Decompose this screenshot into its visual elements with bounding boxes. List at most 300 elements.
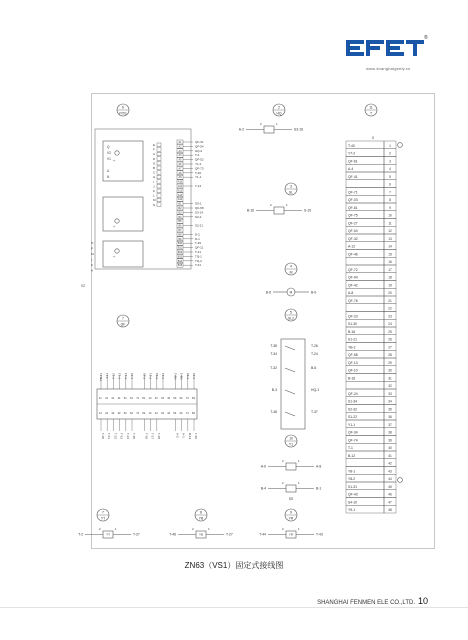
pos-terminal-id-24: B11	[177, 246, 183, 250]
terminal-number-42: 42	[388, 461, 392, 466]
terminal-label-40: T-1	[348, 446, 353, 450]
yt-right-label: T-27	[133, 532, 140, 537]
aux-0-tl: T-38	[270, 344, 277, 348]
yr-right-label: T-43	[316, 532, 323, 537]
pos-terminal-label-24: QF-11	[195, 245, 204, 250]
ql-bottom-label-13: A-3	[181, 433, 186, 438]
ql-contact-bottom-15: 84	[192, 412, 195, 415]
sl-pin-a: 2	[270, 203, 272, 207]
terminal-number-1: 1	[389, 143, 391, 148]
terminal-label-1: T-40	[348, 143, 355, 148]
hq-left-label: A-2	[238, 127, 244, 132]
pos-terminal-label-27: TQ-2	[195, 258, 202, 263]
yt-left-label: T-2	[78, 532, 83, 537]
ql-top-label-14: T-35	[185, 373, 190, 380]
terminal-number-19: 19	[388, 283, 392, 288]
aux-3-contact	[285, 412, 295, 416]
pos-mid-cell-4	[157, 161, 161, 165]
pos-mid-letter-1: F	[153, 147, 155, 152]
pos-terminal-label-10: T-14	[195, 184, 202, 188]
terminal-number-35: 35	[388, 407, 392, 412]
terminal-label-34: S1-34	[348, 399, 358, 404]
ground-icon-lower	[398, 478, 403, 483]
terminal-label-35: S2-32	[348, 407, 358, 412]
yt-code: YT	[106, 532, 110, 537]
pos-mid-cell-0	[157, 143, 161, 147]
ql-contact-top-11: 43	[167, 397, 171, 400]
yr-pin-a: 2	[282, 527, 284, 531]
terminal-number-26: 26	[388, 337, 392, 342]
hq-pin-b: 1	[276, 122, 278, 126]
aux-0-tr: T-26	[311, 344, 318, 348]
ql-bottom-label-1: T-31	[107, 433, 112, 440]
efet-logo	[344, 34, 428, 62]
ss-label: SS	[288, 497, 294, 501]
ql-bottom-label-8: T-37	[150, 433, 155, 440]
terminal-number-20: 20	[388, 291, 392, 295]
pos-mid-letter-8: I	[153, 179, 154, 184]
ql-contact-bottom-1: 22	[105, 412, 109, 415]
terminal-number-15: 15	[388, 252, 392, 257]
pos-terminal-label-0: QF-31	[195, 140, 204, 144]
ql-bottom-label-0: T-30	[101, 433, 105, 440]
terminal-number-2: 2	[389, 151, 391, 156]
terminal-label-7: QF-71	[348, 190, 358, 195]
terminal-number-14: 14	[388, 244, 392, 249]
aux-1-contact	[285, 368, 295, 372]
aux-0-bl: T-34	[270, 352, 277, 356]
pos-terminal-label-2: HQ-2	[195, 148, 203, 153]
sl-body	[274, 207, 284, 214]
label: +	[113, 159, 116, 163]
aux-2-tl: B-3	[271, 388, 277, 392]
pos-terminal-label-21: D-2	[195, 232, 200, 237]
aux-left-letter-3: L	[91, 257, 93, 262]
ql-bottom-label-14: B-12	[187, 433, 192, 440]
terminal-number-47: 47	[388, 500, 392, 505]
pos-mid-cell-13	[157, 203, 161, 207]
hq-right-label: S3-16	[294, 127, 304, 132]
terminal-label-10: QF-75	[348, 213, 358, 218]
ql-top-label-15: T-36	[192, 373, 196, 380]
ql-top-label-8: T-21	[148, 373, 153, 380]
pos-mid-cell-12	[157, 198, 161, 202]
ql-contact-bottom-9: 24	[154, 412, 158, 415]
pos-terminal-id-26: B13	[177, 255, 183, 259]
pos-terminal-id-25: B12	[177, 251, 183, 254]
terminal-number-23: 23	[388, 314, 392, 319]
ql-top-label-3: T-13	[117, 373, 122, 380]
terminal-label-4: A-4	[348, 167, 354, 171]
terminal-label-31: B-16	[348, 376, 356, 381]
pos-mid-cell-11	[157, 194, 161, 198]
terminal-number-6: 6	[389, 182, 391, 187]
pos-terminal-label-14: SS-1	[195, 201, 202, 206]
website-url: www.shanghaigeely.cn	[366, 66, 411, 71]
terminal-label-5: QF-41	[348, 174, 358, 179]
y1-right-label: A-8	[316, 464, 322, 469]
ql-bottom-label-3: T-33	[119, 433, 124, 440]
terminal-label-12: QF-04	[348, 229, 358, 233]
ql-top-label-4: T-14	[123, 373, 128, 380]
terminal-label-45: S1-31	[348, 484, 358, 489]
terminal-number-5: 5	[389, 174, 391, 179]
sl2-badge-code: SL2	[287, 316, 295, 321]
terminal-label-24: S1-30	[348, 322, 358, 326]
terminal-label-18: QF-04	[348, 275, 358, 280]
t-badge-number: 11	[369, 105, 373, 110]
terminal-number-41: 41	[388, 453, 392, 458]
terminal-number-4: 4	[389, 167, 391, 171]
pos-terminal-label-17: S2-2	[195, 214, 202, 219]
terminal-number-34: 34	[388, 399, 392, 404]
pos-terminal-label-23: T-25	[195, 241, 202, 246]
terminal-label-19: QF-42	[348, 283, 358, 288]
pos-mid-letter-12: M	[153, 198, 156, 203]
terminal-label-14: A-12	[348, 244, 356, 249]
motor-right-label: B-9	[311, 290, 317, 295]
pos-mid-letter-7: H	[153, 175, 156, 180]
terminal-header: X	[371, 136, 375, 140]
aux-2-contact	[285, 390, 295, 394]
sl2-badge-number: 5	[290, 310, 292, 315]
pos-terminal-label-19: S2-21	[195, 223, 204, 228]
terminal-label-44: Y8-2	[348, 477, 356, 481]
yr-pin-b: 1	[298, 527, 300, 531]
pos-terminal-id-17: B4	[178, 215, 182, 219]
terminal-number-27: 27	[388, 345, 392, 350]
pos-terminal-id-9: A10	[177, 180, 183, 184]
ql-contact-bottom-14: 74	[185, 412, 189, 415]
pos-terminal-id-1: A2	[178, 145, 182, 149]
ql-contact-bottom-0: 12	[99, 412, 102, 415]
terminal-number-21: 21	[388, 298, 392, 303]
ql-top-label-13: YB-3	[179, 373, 184, 380]
ql-top-label-9: T-22	[154, 373, 159, 380]
terminal-label-3: QF-61	[348, 159, 358, 164]
ql-contact-bottom-12: 54	[173, 412, 177, 415]
pos-terminal-label-7: T-36	[195, 170, 202, 175]
y1-body	[286, 463, 296, 470]
ql-bottom-label-15: T-40	[194, 433, 198, 440]
pos-pin-1: V2	[107, 151, 111, 155]
terminal-label-41: B-12	[348, 453, 356, 458]
terminal-cell-16	[346, 257, 384, 265]
t-badge-code: T	[369, 111, 373, 116]
terminal-number-17: 17	[388, 267, 392, 272]
yr-code: YR	[288, 532, 294, 537]
ql-contact-bottom-11: 44	[167, 412, 171, 415]
terminal-label-25: B-16	[348, 329, 356, 334]
pos-mid-letter-6: C	[153, 170, 156, 175]
pos-terminal-id-0: A1	[178, 141, 182, 144]
ql-badge-number: 7	[122, 316, 124, 321]
pos-terminal-id-2: A3	[178, 149, 182, 153]
pos-pin-4: U	[107, 169, 110, 173]
label: +	[113, 225, 116, 229]
terminal-label-37: Y1-1	[348, 422, 356, 427]
terminal-label-2: Y7-2	[348, 151, 356, 156]
pos-terminal-label-22: D-1	[195, 236, 200, 241]
pos-terminal-label-1: QF-54	[195, 144, 204, 149]
v2-label: V2	[81, 284, 85, 288]
pos-terminal-id-3: A4	[178, 154, 182, 158]
ql-bottom-label-9: T-38	[156, 433, 161, 440]
terminal-number-32: 32	[388, 384, 392, 388]
terminal-label-8: QF-03	[348, 198, 358, 202]
terminal-label-39: QF-74	[348, 438, 358, 443]
ql-badge-code: QF	[120, 322, 126, 327]
terminal-label-33: QF-24	[348, 391, 358, 396]
ql-contact-top-13: 63	[179, 397, 183, 400]
ql-contact-bottom-3: 42	[117, 412, 121, 415]
y1-pin-b: 1	[298, 459, 300, 463]
sl-badge-code: SL	[288, 190, 294, 195]
pos-terminal-id-12: A13	[177, 193, 183, 197]
pos-terminal-label-5: Y1-2	[195, 162, 202, 166]
ql-contact-top-4: 51	[123, 397, 127, 400]
pos-terminal-label-16: S3-14	[195, 210, 204, 215]
pos-terminal-id-11: A12	[177, 189, 183, 193]
terminal-label-28: QF-58	[348, 353, 358, 357]
terminal-number-37: 37	[388, 422, 392, 427]
terminal-label-29: QF-13	[348, 360, 358, 365]
pos-terminal-label-26: TQ-1	[195, 254, 202, 259]
ql-contact-bottom-4: 52	[123, 412, 127, 415]
pos-terminal-id-28: B15	[177, 264, 183, 268]
ss-pin-b: 1	[298, 481, 300, 485]
footer	[317, 596, 428, 606]
pos-coil-c	[115, 249, 119, 253]
pos-mid-letter-13: N	[153, 202, 156, 207]
ql-contact-bottom-2: 32	[111, 412, 115, 415]
terminal-label-17: QF-72	[348, 267, 358, 272]
sl-badge-number: 3	[290, 184, 292, 189]
terminal-number-7: 7	[389, 190, 391, 195]
ss-body	[286, 485, 296, 492]
terminal-number-12: 12	[388, 229, 392, 233]
terminal-cell-32	[346, 381, 384, 389]
pos-terminal-id-20: B7	[178, 229, 182, 232]
ql-bottom-label-12: A-2	[175, 433, 180, 438]
terminal-cell-22	[346, 304, 384, 312]
sl-left-label: B-16	[246, 208, 254, 213]
pos-terminal-id-10: A11	[177, 185, 183, 188]
terminal-label-48: Y9-1	[348, 508, 356, 512]
terminal-number-22: 22	[388, 306, 392, 311]
pos-badge-code: POS	[119, 111, 127, 116]
aux-3-tr: T-37	[311, 410, 318, 414]
terminal-number-16: 16	[388, 260, 392, 264]
yb-badge-code: YB	[198, 516, 204, 521]
m-badge-number: 4	[290, 264, 292, 269]
terminal-number-43: 43	[388, 469, 392, 474]
ql-top-label-10: T-23	[161, 373, 165, 380]
ss-right-label: B-1	[316, 486, 322, 491]
y1-badge-code: Y1	[288, 442, 294, 447]
pos-terminal-id-4: A5	[178, 158, 182, 162]
aux-1-tl: T-32	[270, 366, 277, 370]
ql-contact-top-1: 21	[105, 397, 109, 400]
terminal-label-43: Y8-1	[348, 469, 356, 474]
pos-badge-number: 6	[122, 105, 124, 110]
pos-pin-0: Q	[107, 145, 110, 149]
terminal-label-26: S1-21	[348, 337, 358, 342]
terminal-label-11: QF-27	[348, 221, 358, 226]
pos-terminal-label-6: QF-73	[195, 166, 204, 171]
terminal-number-18: 18	[388, 275, 392, 280]
ql-contact-top-3: 41	[117, 397, 121, 400]
ss-left-label: B-4	[260, 486, 266, 491]
terminal-label-23: QF-23	[348, 314, 358, 319]
pos-terminal-label-15: QF-68	[195, 206, 204, 210]
terminal-number-44: 44	[388, 477, 392, 481]
yr-badge-number: 9	[290, 510, 292, 515]
terminal-label-27: YB-2	[348, 345, 356, 350]
ql-top-label-7: T-20	[142, 373, 147, 380]
pos-mid-letter-11: L	[153, 193, 155, 198]
aux-0-br: T-24	[311, 352, 318, 356]
terminal-number-40: 40	[388, 446, 392, 450]
terminal-label-38: QF-34	[348, 430, 358, 435]
pos-terminal-id-18: B5	[178, 220, 182, 224]
pos-coil-b	[115, 219, 119, 223]
motor-letter: M	[289, 290, 293, 295]
pos-terminal-id-19: B6	[178, 224, 182, 228]
pos-mid-cell-6	[157, 171, 161, 175]
pos-mid-letter-9: J	[153, 184, 155, 189]
pos-terminal-id-27: B14	[177, 259, 183, 263]
pos-mid-cell-3	[157, 157, 161, 161]
yr-badge-code: YR	[288, 516, 294, 521]
pos-pin-5: N	[107, 175, 110, 179]
hq-pin-a: 2	[260, 122, 262, 126]
terminal-number-45: 45	[388, 484, 392, 489]
terminal-number-13: 13	[388, 236, 392, 241]
company-name: SHANGHAI FENMEN ELE CO.,LTD.	[317, 600, 415, 606]
pos-mid-cell-2	[157, 152, 161, 156]
pos-mid-cell-1	[157, 148, 161, 152]
pos-mid-letter-2: A	[153, 152, 156, 157]
ql-contact-top-9: 23	[154, 397, 158, 400]
terminal-number-24: 24	[388, 322, 392, 326]
terminal-number-30: 30	[388, 368, 392, 373]
pos-terminal-label-8: Y1-1	[195, 175, 202, 180]
pos-terminal-id-14: B1	[178, 202, 182, 206]
registered-mark: ®	[424, 35, 428, 41]
yb-pin-a: 2	[192, 527, 194, 531]
pos-terminal-id-6: A7	[178, 167, 182, 171]
terminal-number-38: 38	[388, 430, 392, 435]
terminal-number-25: 25	[388, 329, 392, 334]
ql-top-label-12: YB-2	[173, 373, 178, 380]
pos-terminal-label-4: QF-52	[195, 157, 204, 162]
ql-top-label-2: T-12	[111, 373, 116, 380]
pos-inner-bottom	[103, 241, 143, 267]
ql-contact-top-14: 73	[185, 397, 189, 400]
ql-contact-top-12: 53	[173, 397, 177, 400]
ql-contact-top-10: 33	[161, 397, 164, 400]
ql-bottom-label-4: T-34	[125, 433, 130, 440]
pos-terminal-id-22: B9	[178, 237, 182, 241]
pos-terminal-label-3: T-4	[195, 153, 200, 158]
aux-0-contact	[285, 346, 295, 350]
y1-left-label: A-6	[260, 464, 266, 469]
terminal-number-29: 29	[388, 360, 392, 365]
pos-terminal-id-13: A14	[177, 198, 183, 202]
diagram-caption: ZN63（VS1）固定式接线图	[184, 561, 284, 570]
y1-pin-a: 2	[282, 459, 284, 463]
pos-mid-letter-4: G	[153, 161, 156, 166]
terminal-label-46: QF-43	[348, 492, 358, 497]
ql-top-label-0: YB-11	[99, 373, 103, 382]
pos-mid-cell-7	[157, 175, 161, 179]
hq-badge-code: HQ	[276, 111, 282, 116]
terminal-label-47: S4-10	[348, 500, 358, 505]
pos-terminal-id-23: B10	[177, 242, 183, 246]
aux-left-letter-4: K	[91, 263, 94, 267]
terminal-label-13: QF-32	[348, 236, 358, 241]
pos-mid-letter-3: D	[153, 156, 156, 161]
yt-pin-a: 2	[99, 527, 101, 531]
terminal-label-36: S1-22	[348, 415, 358, 419]
pos-mid-letter-0: E	[153, 143, 156, 147]
yb-badge-number: 8	[200, 510, 202, 515]
pos-mid-cell-10	[157, 189, 161, 193]
terminal-number-48: 48	[388, 508, 392, 512]
ql-bottom-label-7: T-36	[144, 433, 149, 440]
sl-pin-b: 1	[286, 203, 288, 207]
ql-contact-top-8: 13	[148, 397, 152, 400]
ql-contact-bottom-13: 64	[179, 412, 183, 415]
page-number: 10	[417, 596, 428, 606]
terminal-number-28: 28	[388, 353, 392, 357]
ss-pin-a: 2	[282, 481, 284, 485]
ground-icon	[398, 143, 403, 148]
wiring-diagram	[78, 93, 435, 549]
ql-top-label-1: T-11	[105, 373, 110, 379]
motor-left-label: B-6	[265, 290, 271, 295]
sl-right-label: S-10	[304, 208, 312, 213]
terminal-number-33: 33	[388, 391, 392, 396]
pos-mid-letter-5: B	[153, 166, 156, 170]
pos-mid-letter-10: K	[153, 189, 156, 193]
yt-badge-code: YT	[100, 516, 106, 521]
pos-terminal-id-8: A9	[178, 176, 182, 180]
terminal-number-46: 46	[388, 492, 392, 497]
pos-inner-mid	[103, 197, 143, 231]
ql-contact-bottom-8: 14	[148, 412, 152, 415]
yb-pin-b: 1	[208, 527, 210, 531]
terminal-cell-6	[346, 180, 384, 188]
m-badge-code: M	[289, 270, 293, 275]
footer-rule	[0, 607, 468, 608]
terminal-number-11: 11	[388, 221, 392, 226]
aux-left-letter-0: O	[91, 241, 94, 245]
ql-contact-bottom-7: 82	[142, 412, 146, 415]
pos-mid-cell-5	[157, 166, 161, 170]
terminal-number-10: 10	[388, 213, 392, 218]
hq-badge-number: 2	[278, 105, 280, 110]
yt-pin-b: 1	[115, 527, 117, 531]
yr-left-label: T-44	[259, 532, 266, 537]
pos-terminal-id-5: A6	[178, 163, 182, 166]
pos-terminal-label-28: T-31	[195, 263, 202, 268]
terminal-cell-42	[346, 459, 384, 467]
y1-badge-number: 10	[289, 436, 293, 441]
terminal-number-39: 39	[388, 438, 392, 443]
ql-bottom-label-2: T-32	[113, 433, 118, 440]
